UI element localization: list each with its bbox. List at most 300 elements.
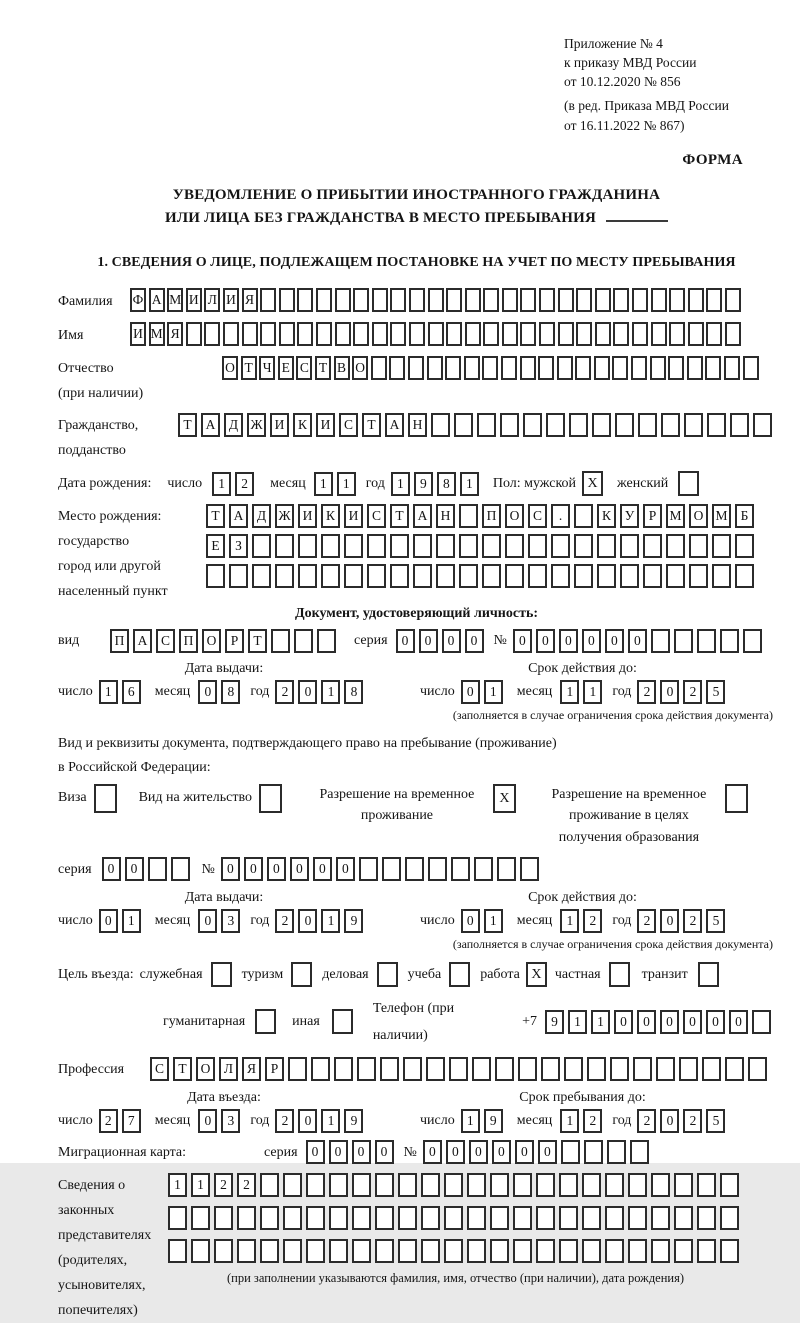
form-cell [459, 504, 478, 528]
form-cell [735, 534, 754, 558]
form-cell: . [551, 504, 570, 528]
birthplace-cells-block [206, 504, 758, 594]
citizenship-row [58, 413, 775, 463]
gender-male-label: Пол: мужской [492, 476, 577, 492]
form-cell [501, 356, 517, 380]
form-cell [467, 1206, 486, 1230]
form-cell: 0 [538, 1140, 557, 1164]
form-cell [697, 1173, 716, 1197]
form-cell [252, 534, 271, 558]
form-cell [353, 288, 369, 312]
form-cell [168, 1206, 187, 1230]
form-cell: 0 [267, 857, 286, 881]
form-cell [390, 534, 409, 558]
form-cell [582, 1239, 601, 1263]
form-cell [628, 1173, 647, 1197]
form-cell: Т [315, 356, 331, 380]
form-cell: Р [265, 1057, 284, 1081]
form-cell: 2 [99, 1109, 118, 1133]
form-cell [427, 356, 443, 380]
form-cell: 0 [419, 629, 438, 653]
passport-issue-group [58, 679, 390, 705]
form-cell [398, 1173, 417, 1197]
form-cell: 2 [237, 1173, 256, 1197]
form-cell [631, 356, 647, 380]
doc-number-label: № [493, 633, 507, 649]
form-cell [558, 288, 574, 312]
form-cell [702, 1057, 721, 1081]
form-cell [520, 322, 536, 346]
form-cell [551, 564, 570, 588]
form-cell [712, 564, 731, 588]
form-cell [214, 1206, 233, 1230]
form-cell [720, 1206, 739, 1230]
birthdate-year-cells [391, 472, 483, 496]
form-cell [688, 322, 704, 346]
purpose-other-checkbox [332, 1009, 353, 1034]
form-cell [669, 322, 685, 346]
form-cell [359, 857, 378, 881]
form-cell [697, 1206, 716, 1230]
birthplace-country-label: государство [58, 534, 130, 550]
form-cell: Б [735, 504, 754, 528]
form-cell: 0 [559, 629, 578, 653]
form-cell [720, 1173, 739, 1197]
form-cell [500, 413, 519, 437]
section1-heading: 1. СВЕДЕНИЯ О ЛИЦЕ, ПОДЛЕЖАЩЕМ ПОСТАНОВКЕ НА УЧЕТ ПО МЕСТУ ПРЕБЫВАНИЯ [97, 255, 736, 271]
profession-cells [150, 1057, 771, 1081]
migration-card-row [58, 1139, 775, 1166]
form-cell [697, 1239, 716, 1263]
form-cell [725, 1057, 744, 1081]
form-cell [610, 1057, 629, 1081]
profession-row [58, 1056, 775, 1083]
phone-prefix: +7 [522, 1014, 537, 1030]
form-cell [375, 1173, 394, 1197]
form-cell: 6 [122, 680, 141, 704]
form-cell: М [167, 288, 183, 312]
form-cell: 1 [560, 909, 579, 933]
day-label: число [420, 1112, 455, 1128]
purpose-tourism-checkbox [291, 962, 312, 987]
birthplace-block [58, 504, 775, 604]
reference-amendment-line: (в ред. Приказа МВД России [564, 98, 729, 114]
form-cell: 0 [290, 857, 309, 881]
form-cell: Е [206, 534, 225, 558]
form-cell [459, 564, 478, 588]
form-cell [536, 1206, 555, 1230]
form-title-line2-text: ИЛИ ЛИЦА БЕЗ ГРАЖДАНСТВА В МЕСТО ПРЕБЫВАНИЯ [165, 210, 596, 227]
form-cell: 0 [244, 857, 263, 881]
form-cell [656, 1057, 675, 1081]
form-cell: 1 [337, 472, 356, 496]
month-label: месяц [516, 1112, 553, 1128]
year-label: год [250, 684, 270, 700]
doc-series-cells [396, 629, 488, 653]
form-cell: Т [173, 1057, 192, 1081]
form-cell [539, 322, 555, 346]
residence-expiry-group [420, 908, 729, 934]
form-cell: 2 [637, 909, 656, 933]
form-cell: 2 [683, 909, 702, 933]
form-cell [449, 1057, 468, 1081]
reference-amendment-line: от 16.11.2022 № 867) [564, 117, 685, 133]
month-label: месяц [516, 912, 553, 928]
birthplace-labels [58, 504, 206, 604]
form-cell [317, 629, 336, 653]
form-cell [398, 1239, 417, 1263]
form-cell [413, 534, 432, 558]
forma-label: ФОРМА [682, 151, 743, 168]
form-cell: 0 [198, 680, 217, 704]
stay-until-heading: Срок пребывания до: [519, 1089, 646, 1105]
form-cell [632, 322, 648, 346]
passport-expiry-month-cells [560, 680, 606, 704]
form-cell [279, 322, 295, 346]
passport-date-headings [58, 661, 775, 677]
form-cell [541, 1057, 560, 1081]
form-cell [191, 1239, 210, 1263]
form-cell: 8 [344, 680, 363, 704]
form-cell: 1 [568, 1010, 587, 1034]
form-cell: 0 [729, 1010, 748, 1034]
form-cell [398, 1206, 417, 1230]
form-cell: 0 [446, 1140, 465, 1164]
form-cell [148, 857, 167, 881]
form-cell [444, 1173, 463, 1197]
legal-representatives-label-line: Сведения о [58, 1177, 126, 1193]
surname-row [58, 288, 775, 315]
purpose-tourism-label: туризм [241, 966, 284, 982]
form-cell: Д [224, 413, 243, 437]
form-cell [576, 288, 592, 312]
legal-representatives-cells-row-3 [168, 1239, 743, 1263]
form-cell [650, 356, 666, 380]
form-cell [595, 288, 611, 312]
form-cell: 0 [396, 629, 415, 653]
form-cell [306, 1239, 325, 1263]
form-cell: 0 [125, 857, 144, 881]
form-cell [472, 1057, 491, 1081]
form-cell [409, 322, 425, 346]
form-cell [372, 322, 388, 346]
purpose-work-checkbox: X [526, 962, 547, 987]
patronymic-cells [222, 356, 761, 380]
month-label: месяц [270, 476, 306, 492]
form-cell: М [712, 504, 731, 528]
form-cell [575, 356, 591, 380]
doc-type-cells [110, 629, 340, 653]
form-cell [559, 1173, 578, 1197]
form-cell [597, 534, 616, 558]
form-cell: 0 [582, 629, 601, 653]
form-cell [409, 288, 425, 312]
doc-series-label: серия [354, 633, 388, 649]
year-label: год [612, 684, 632, 700]
form-cell [748, 1057, 767, 1081]
form-cell [613, 288, 629, 312]
title-blank-underline [606, 209, 668, 222]
form-cell [465, 322, 481, 346]
residence-permit-label: Вид на жительство [138, 789, 252, 805]
form-cell: 1 [321, 680, 340, 704]
entry-date-headings [58, 1090, 775, 1106]
birthdate-row [58, 470, 775, 497]
form-cell: 2 [683, 680, 702, 704]
birthplace-cells-row-2 [206, 534, 758, 558]
form-cell [495, 1057, 514, 1081]
residence-series-row [58, 856, 775, 883]
residence-issue-heading: Дата выдачи: [184, 889, 264, 905]
form-cell [421, 1239, 440, 1263]
form-cell [569, 413, 588, 437]
surname-cells [130, 288, 744, 312]
form-cell: 0 [614, 1010, 633, 1034]
form-cell: О [505, 504, 524, 528]
form-cell [605, 1173, 624, 1197]
form-cell [651, 288, 667, 312]
form-cell [615, 413, 634, 437]
residence-number-cells [221, 857, 543, 881]
purpose-business-checkbox [377, 962, 398, 987]
form-cell: 8 [437, 472, 456, 496]
form-cell [582, 1206, 601, 1230]
form-cell: У [620, 504, 639, 528]
purpose-humanitarian-checkbox [255, 1009, 276, 1034]
form-cell: С [528, 504, 547, 528]
migration-series-cells [306, 1140, 398, 1164]
form-cell: 9 [344, 909, 363, 933]
surname-label: Фамилия [58, 294, 113, 310]
year-label: год [612, 1112, 632, 1128]
form-cell [353, 322, 369, 346]
birthdate-month-cells [314, 472, 360, 496]
form-cell: Н [436, 504, 455, 528]
form-cell [582, 1173, 601, 1197]
form-cell [651, 1239, 670, 1263]
form-cell [271, 629, 290, 653]
birthplace-cells-row-3 [206, 564, 758, 588]
passport-issue-heading: Дата выдачи: [184, 661, 264, 677]
form-cell [697, 629, 716, 653]
form-cell [474, 857, 493, 881]
form-cell: К [321, 504, 340, 528]
form-cell: Т [390, 504, 409, 528]
validity-note-2: (заполняется в случае ограничения срока действия документа) [452, 936, 773, 951]
day-label: число [58, 912, 93, 928]
form-cell: 2 [214, 1173, 233, 1197]
form-cell: 1 [484, 909, 503, 933]
form-cell [465, 288, 481, 312]
residence-options-row [58, 784, 775, 849]
form-cell [505, 564, 524, 588]
form-cell [214, 1239, 233, 1263]
form-cell [403, 1057, 422, 1081]
citizenship-label-block [58, 413, 178, 463]
form-cell: И [130, 322, 146, 346]
form-cell [520, 288, 536, 312]
form-cell: 0 [336, 857, 355, 881]
form-cell: С [367, 504, 386, 528]
citizenship-label: Гражданство, [58, 418, 139, 434]
form-cell: 0 [660, 1010, 679, 1034]
day-label: число [420, 912, 455, 928]
form-cell: 2 [637, 1109, 656, 1133]
purpose-official-label: служебная [139, 966, 203, 982]
form-cell [724, 356, 740, 380]
form-cell: А [201, 413, 220, 437]
legal-representatives-label-line: усыновителях, [58, 1277, 146, 1293]
entry-date-group [58, 1108, 390, 1134]
form-cell: Я [167, 322, 183, 346]
form-cell: 1 [99, 680, 118, 704]
form-cell [168, 1239, 187, 1263]
doc-type-label: вид [58, 633, 80, 649]
form-cell [679, 1057, 698, 1081]
form-cell: Р [643, 504, 662, 528]
purpose-study-checkbox [449, 962, 470, 987]
form-cell [628, 1239, 647, 1263]
form-cell [283, 1173, 302, 1197]
form-cell: 2 [683, 1109, 702, 1133]
form-cell [306, 1206, 325, 1230]
residence-issue-day-cells [99, 909, 145, 933]
residence-option-vnzh [139, 784, 282, 813]
migration-number-cells [423, 1140, 653, 1164]
migration-series-label: серия [264, 1144, 298, 1160]
form-cell: О [196, 1057, 215, 1081]
profession-label: Профессия [58, 1061, 125, 1077]
purpose-label: Цель въезда: [58, 966, 134, 982]
year-label: год [365, 476, 385, 492]
form-cell: 0 [628, 629, 647, 653]
form-cell [482, 534, 501, 558]
residence-issue-year-cells [275, 909, 367, 933]
entry-year-cells [275, 1109, 367, 1133]
migration-number-label: № [403, 1144, 417, 1160]
form-cell [753, 413, 772, 437]
form-cell [237, 1206, 256, 1230]
form-cell [576, 322, 592, 346]
form-cell [329, 1239, 348, 1263]
form-cell [502, 288, 518, 312]
form-cell [260, 288, 276, 312]
legal-representatives-fill-note: (при заполнении указываются фамилия, имя, отчество (при наличии), дата рождения) [226, 1270, 685, 1285]
form-cell [421, 1173, 440, 1197]
form-cell [445, 356, 461, 380]
form-cell [607, 1140, 626, 1164]
form-cell: 2 [583, 909, 602, 933]
phone-cells [545, 1010, 775, 1034]
form-cell: 1 [560, 1109, 579, 1133]
form-cell [518, 1057, 537, 1081]
form-cell [242, 322, 258, 346]
form-cell [661, 413, 680, 437]
form-cell [668, 356, 684, 380]
form-cell: 1 [321, 909, 340, 933]
form-cell: 3 [221, 1109, 240, 1133]
form-cell [628, 1206, 647, 1230]
residence-series-label: серия [58, 861, 92, 877]
form-cell [523, 413, 542, 437]
form-cell [275, 534, 294, 558]
form-cell [505, 534, 524, 558]
form-cell: 2 [275, 1109, 294, 1133]
form-cell [297, 322, 313, 346]
form-cell [329, 1206, 348, 1230]
form-cell [520, 857, 539, 881]
form-cell: П [482, 504, 501, 528]
residence-option-rvp [308, 784, 516, 827]
form-cell: Т [178, 413, 197, 437]
form-cell [483, 288, 499, 312]
form-cell: А [229, 504, 248, 528]
purpose-official-checkbox [211, 962, 232, 987]
form-cell [597, 564, 616, 588]
legal-reference-block [564, 34, 769, 135]
form-cell: О [222, 356, 238, 380]
residence-number-label: № [201, 861, 215, 877]
day-label: число [167, 476, 203, 492]
form-cell: Л [204, 288, 220, 312]
gender-female-checkbox [678, 471, 699, 496]
form-cell [707, 413, 726, 437]
form-cell [539, 288, 555, 312]
form-cell [390, 288, 406, 312]
form-cell: А [133, 629, 152, 653]
form-cell [352, 1206, 371, 1230]
form-cell: Ж [275, 504, 294, 528]
form-cell [171, 857, 190, 881]
purpose-row-1 [58, 961, 775, 988]
form-cell [632, 288, 648, 312]
residence-expiry-day-cells [461, 909, 507, 933]
form-cell [674, 1173, 693, 1197]
form-cell: 5 [706, 909, 725, 933]
form-cell: 0 [492, 1140, 511, 1164]
form-cell [752, 1010, 771, 1034]
form-cell [371, 356, 387, 380]
form-cell [311, 1057, 330, 1081]
form-cell [502, 322, 518, 346]
form-cell [720, 629, 739, 653]
purpose-row-2 [58, 995, 775, 1049]
form-cell [712, 534, 731, 558]
passport-expiry-year-cells [637, 680, 729, 704]
form-cell [497, 857, 516, 881]
form-cell [428, 322, 444, 346]
residence-permit-checkbox [259, 784, 282, 813]
form-cell [390, 564, 409, 588]
form-cell: 0 [221, 857, 240, 881]
form-cell [380, 1057, 399, 1081]
form-cell [584, 1140, 603, 1164]
form-cell [490, 1239, 509, 1263]
form-cell: 0 [536, 629, 555, 653]
legal-representatives-cells-block [168, 1173, 743, 1286]
temp-residence-education-label: Разрешение на временное проживание в целях получения образования [551, 786, 707, 846]
passport-issue-year-cells [275, 680, 367, 704]
form-cell [426, 1057, 445, 1081]
form-cell [375, 1206, 394, 1230]
form-cell: 0 [329, 1140, 348, 1164]
form-cell: 2 [275, 680, 294, 704]
form-cell: 1 [460, 472, 479, 496]
form-cell [477, 413, 496, 437]
form-cell: 0 [306, 1140, 325, 1164]
citizenship-label2: подданство [58, 443, 126, 459]
form-cell [564, 1057, 583, 1081]
